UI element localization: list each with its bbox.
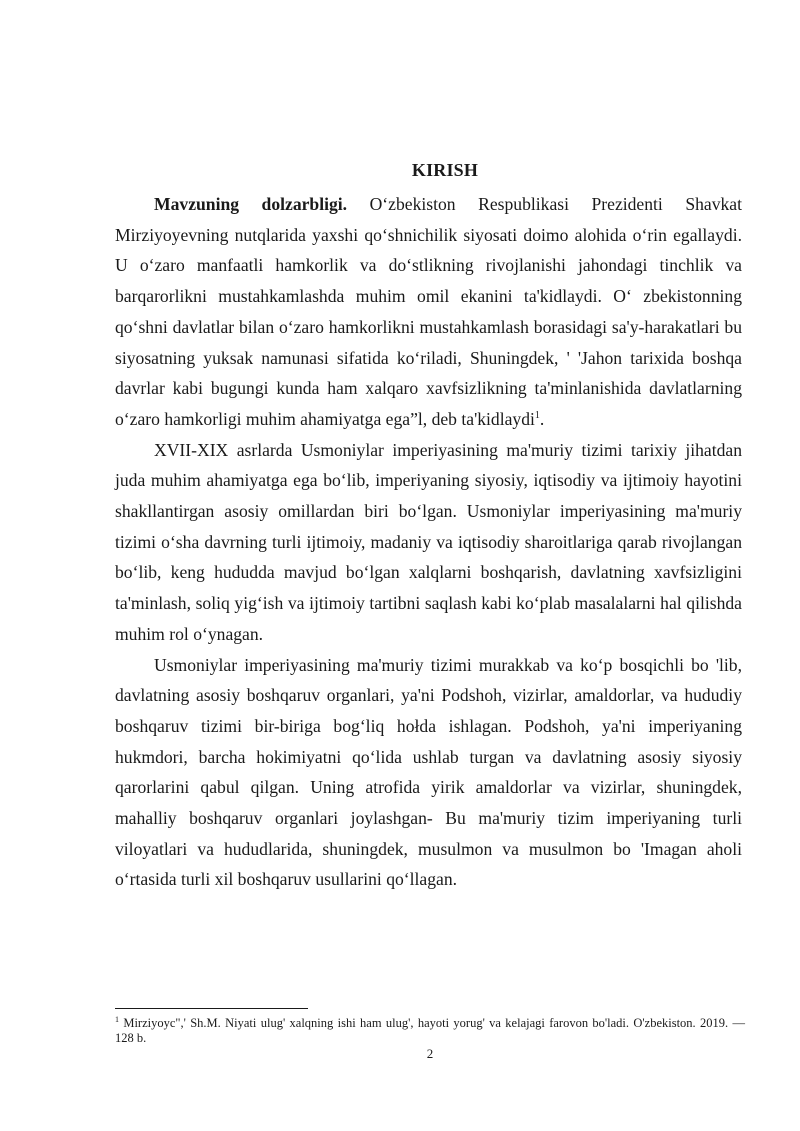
page-title: KIRISH xyxy=(411,160,479,180)
paragraph-3: Usmoniylar imperiyasining ma'muriy tizimi murakkab va ko‘p bosqichli bo 'lib, davlatning asosiy boshqaruv organlari, ya'ni Podshoh, vizirlar, amaldorlar, va hududiy boshqaruv tizimi bir-biriga bog‘liq hołda ishlagan. Podshoh, ya'ni imperiyaning hukmdori, barcha hokimiyatni qo‘lida ushlab turgan va davlatning asosiy siyosiy qarorlarini qabul qilgan. Uning atrofida yirik amaldorlar va vizirlar, shuningdek, mahalliy boshqaruv organlari joylashgan- Bu ma'muriy tizim imperiyaning turli viloyatlari va hududlarida, shuningdek, musulmon va musulmon bo 'Imagan aholi o‘rtasida turli xil boshqaruv usullarini qo‘llagan. xyxy=(115,654,742,890)
paragraph-lead: Mavzuning dolzarbligi. xyxy=(154,194,348,214)
page-number: 2 xyxy=(426,1046,434,1061)
footnote-marker: 1 xyxy=(115,1014,119,1024)
footnote xyxy=(115,1016,745,1046)
footnote-divider xyxy=(115,1008,308,1009)
paragraph-1 xyxy=(115,189,742,435)
footnote-text: Mirziyoyc",' Sh.M. Niyati ulug' xalqning ishi ham ulug', hayoti yorug' va kelajagi farovon bo'ladi. O'zbekiston. 2019. — 128 b. xyxy=(115,1016,745,1045)
paragraph-2: XVII-XIX asrlarda Usmoniylar imperiyasining ma'muriy tizimi tarixiy jihatdan juda muhim ahamiyatga ega bo‘lib, imperiyaning siyosiy, iqtisodiy va ijtimoiy hayotini shakllantirgan asosiy omillardan biri bo‘lgan. Usmoniylar imperiyasining ma'muriy tizimi o‘sha davrning turli ijtimoiy, madaniy va iqtisodiy sharoitlariga qarab rivojlangan bo‘lib, keng hududda mavjud bo‘lgan xalqlarni boshqarish, davlatning xavfsizligini ta'minlash, soliq yig‘ish va ijtimoiy tartibni saqlash kabi ko‘plab masalalarni hal qilishda muhim rol o‘ynagan. xyxy=(115,439,742,644)
footnote-reference: 1 xyxy=(534,410,540,422)
paragraph-text: O‘zbekiston Respublikasi Prezidenti Shavkat Mirziyoyevning nutqlarida yaxshi qo‘shnichilik siyosati doimo alohida o‘rin egallaydi. U o‘zaro manfaatli hamkorlik va do‘stlikning rivojlanishi jahondagi tinchlik va barqarorlikni mustahkamlashda muhim omil ekanini ta'kidlaydi. O‘ zbekistonning qo‘shni davlatlar bilan o‘zaro hamkorlikni mustahkamlash borasidagi sa'y-harakatlari bu siyosatning yuksak namunasi sifatida ko‘riladi, Shuningdek, ' 'Jahon tarixida boshqa davrlar kabi bugungi kunda ham xalqaro xavfsizlikning ta'minlanishida davlatlarning o‘zaro hamkorligi muhim ahamiyatga ega”l, deb ta'kidlaydi xyxy=(115,194,743,429)
paragraph-tail: . xyxy=(539,408,545,429)
body-text xyxy=(115,189,742,895)
